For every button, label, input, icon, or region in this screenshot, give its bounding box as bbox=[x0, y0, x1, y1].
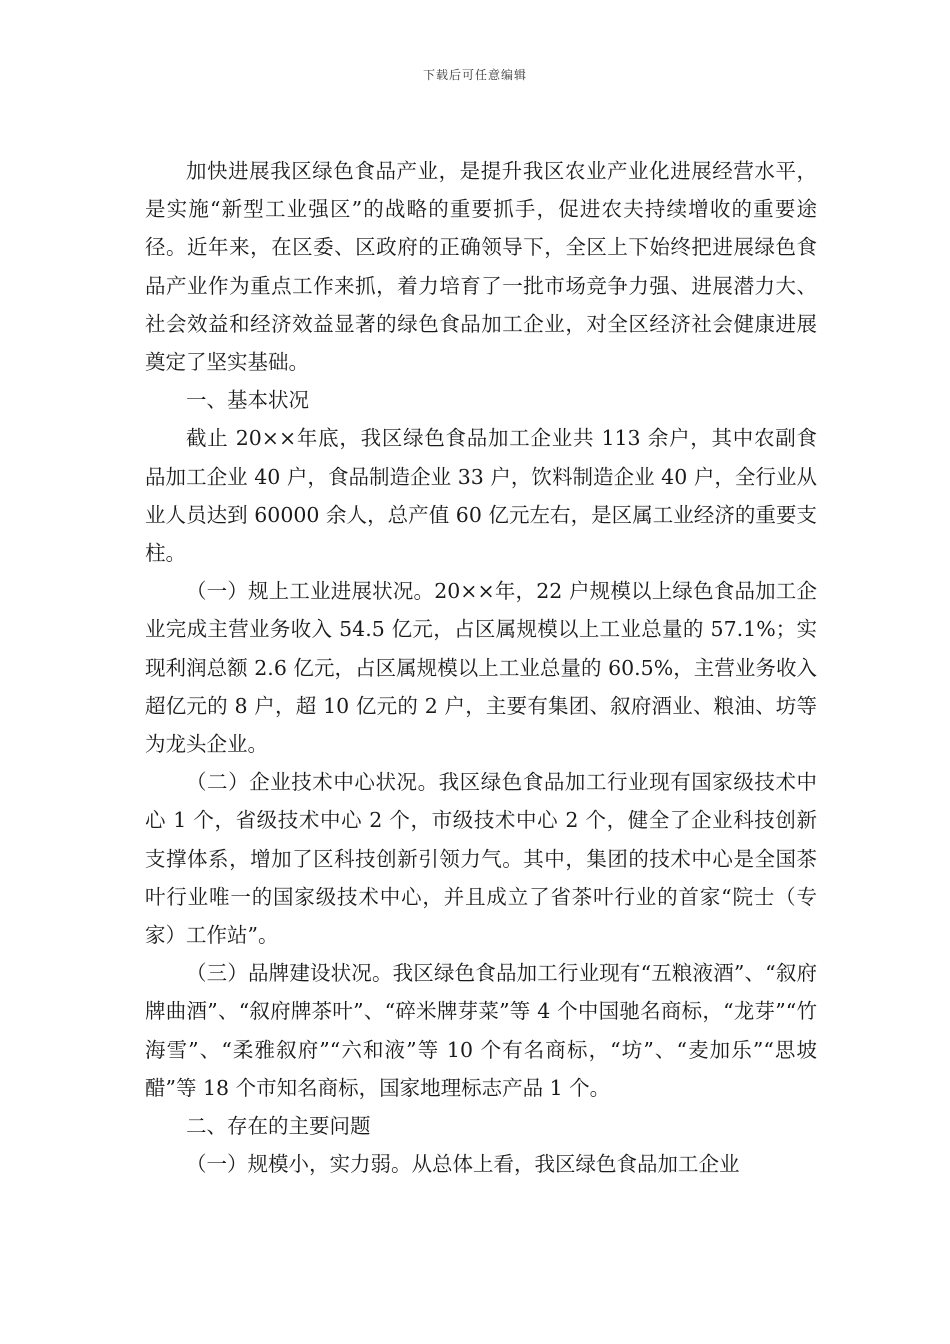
header-note: 下载后可任意编辑 bbox=[422, 68, 527, 82]
industry-development-paragraph: （一）规上工业进展状况。20××年，22 户规模以上绿色食品加工企业完成主营业务收入 54.5 亿元，占区属规模以上工业总量的 57.1%；实现利润总额 2.6 亿元，占区属规模以上工业总量的 60.5%，主营业务收入超亿元的 8 户，超 10 亿元的 2 户，主要有集团、叙府酒业、粮油、坊等为龙头企业。 bbox=[145, 579, 817, 757]
brand-building-paragraph: （三）品牌建设状况。我区绿色食品加工行业现有“五粮液酒”、“叙府牌曲酒”、“叙府牌茶叶”、“碎米牌芽菜”等 4 个中国驰名商标，“龙芽”“竹海雪”、“柔雅叙府”“六和液”等 10 个有名商标，“坊”、“麦加乐”“思坡醋”等 18 个市知名商标，国家地理标志产品 1 个。 bbox=[145, 961, 817, 1100]
tech-center-paragraph: （二）企业技术中心状况。我区绿色食品加工行业现有国家级技术中心 1 个，省级技术中心 2 个，市级技术中心 2 个，健全了企业科技创新支撑体系，增加了区科技创新引领力气。其中，集团的技术中心是全国茶叶行业唯一的国家级技术中心，并且成立了省茶叶行业的首家“院士（专家）工作站”。 bbox=[145, 770, 817, 948]
intro-paragraph: 加快进展我区绿色食品产业，是提升我区农业产业化进展经营水平，是实施“新型工业强区”的战略的重要抓手，促进农夫持续增收的重要途径。近年来，在区委、区政府的正确领导下，全区上下始终把进展绿色食品产业作为重点工作来抓，着力培育了一批市场竞争力强、进展潜力大、社会效益和经济效益显著的绿色食品加工企业，对全区经济社会健康进展奠定了坚实基础。 bbox=[145, 159, 817, 375]
section-heading-basic-status: 一、基本状况 bbox=[186, 388, 309, 413]
section-heading-main-problems: 二、存在的主要问题 bbox=[186, 1114, 371, 1139]
problem-scale-paragraph: （一）规模小，实力弱。从总体上看，我区绿色食品加工企业 bbox=[186, 1152, 740, 1177]
basic-status-paragraph: 截止 20××年底，我区绿色食品加工企业共 113 余户，其中农副食品加工企业 40 户，食品制造企业 33 户，饮料制造企业 40 户，全行业从业人员达到 60000 余人，总产值 60 亿元左右，是区属工业经济的重要支柱。 bbox=[145, 426, 817, 566]
document-body bbox=[145, 152, 817, 1183]
